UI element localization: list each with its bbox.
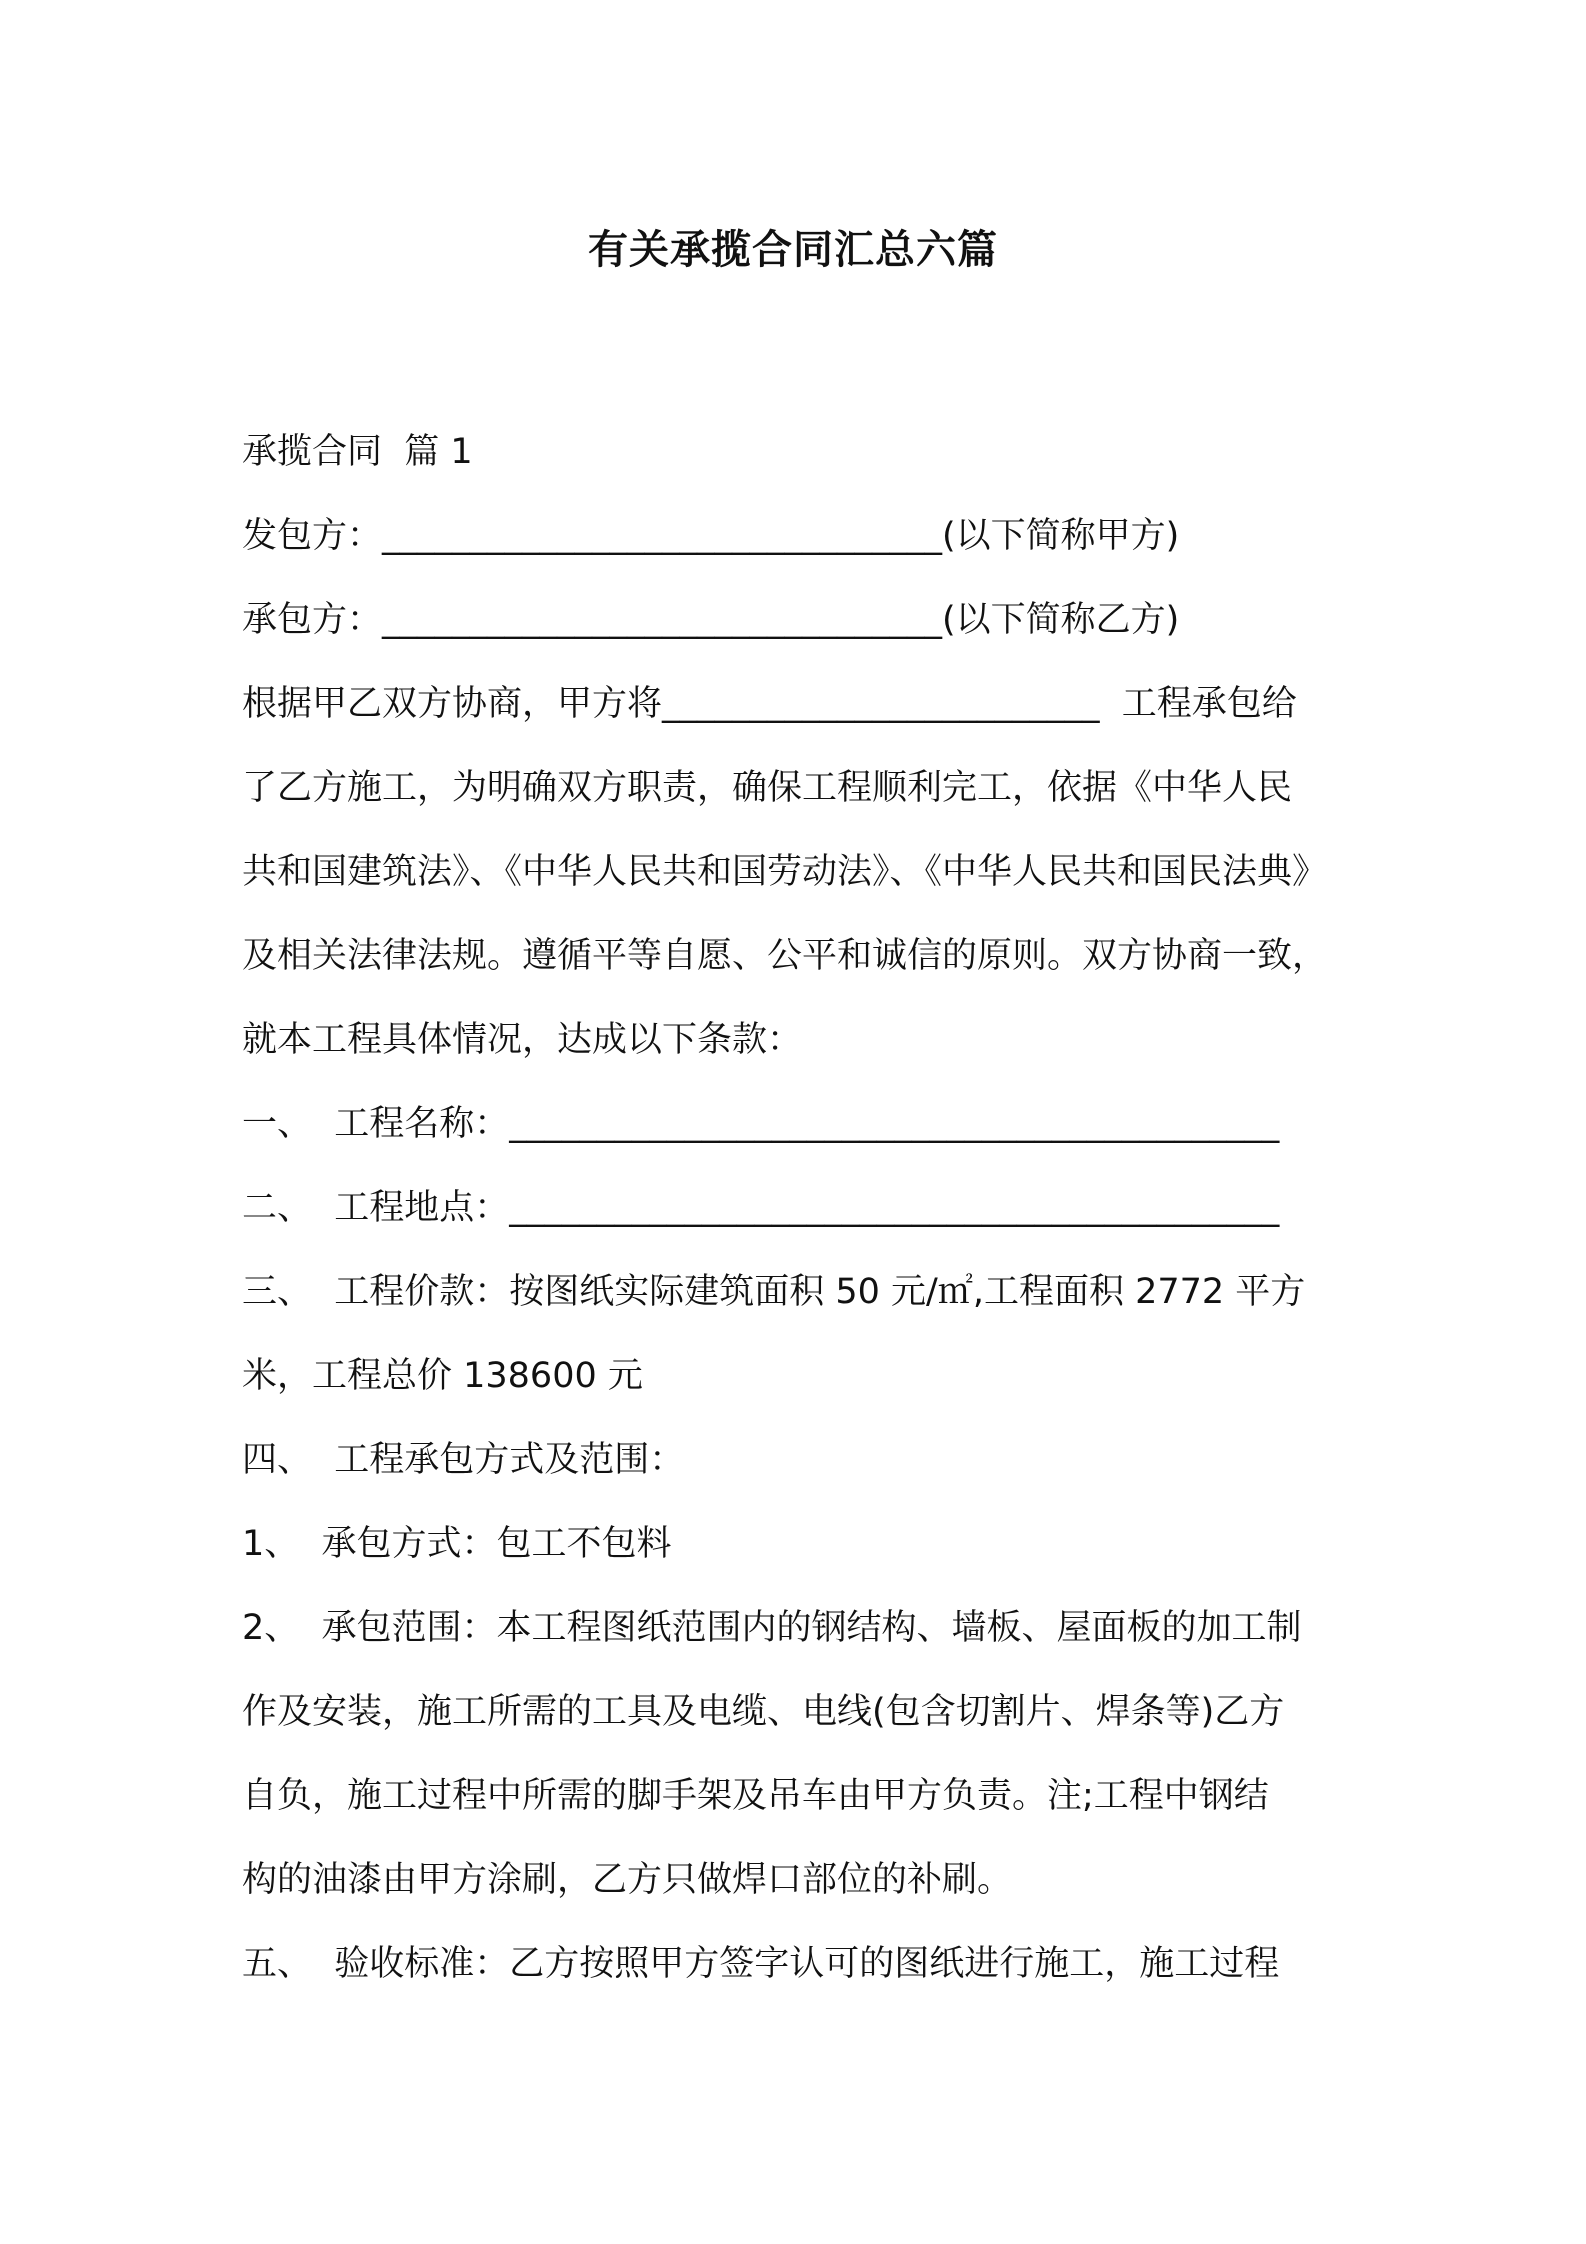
paragraph-line: 就本工程具体情况，达成以下条款： <box>242 1020 803 1060</box>
clause-contract-scope: 四、 工程承包方式及范围： <box>242 1440 685 1480</box>
clause-project-price: 三、 工程价款：按图纸实际建筑面积 50 元/㎡,工程面积 2772 平方 <box>242 1272 1306 1312</box>
clause-project-location: 二、 工程地点：____________________________________________ <box>242 1188 1280 1228</box>
clause-acceptance-standard: 五、 验收标准：乙方按照甲方签字认可的图纸进行施工，施工过程 <box>242 1944 1280 1984</box>
document-title: 有关承揽合同汇总六篇 <box>588 227 998 273</box>
paragraph-line: 作及安装，施工所需的工具及电缆、电线(包含切割片、焊条等)乙方 <box>242 1692 1285 1732</box>
paragraph-line: 构的油漆由甲方涂刷，乙方只做焊口部位的补刷。 <box>242 1860 1013 1900</box>
section-heading: 承揽合同 篇 1 <box>242 432 473 472</box>
subclause-contract-range: 2、 承包范围：本工程图纸范围内的钢结构、墙板、屋面板的加工制 <box>242 1608 1302 1648</box>
paragraph-line: 共和国建筑法》、《中华人民共和国劳动法》、《中华人民共和国民法典》 <box>242 852 1328 892</box>
paragraph-line: 了乙方施工，为明确双方职责，确保工程顺利完工，依据《中华人民 <box>242 768 1293 808</box>
party-b-line: 承包方：________________________________(以下简称乙方) <box>242 600 1180 640</box>
paragraph-line: 自负，施工过程中所需的脚手架及吊车由甲方负责。注;工程中钢结 <box>242 1776 1269 1816</box>
document-body <box>242 410 1352 2006</box>
paragraph-line: 及相关法律法规。遵循平等自愿、公平和诚信的原则。双方协商一致， <box>242 936 1328 976</box>
subclause-contract-method: 1、 承包方式：包工不包料 <box>242 1524 672 1564</box>
paragraph-line: 根据甲乙双方协商，甲方将_________________________ 工程承包给 <box>242 684 1297 724</box>
clause-project-name: 一、 工程名称：____________________________________________ <box>242 1104 1280 1144</box>
party-a-line: 发包方：________________________________(以下简称甲方) <box>242 516 1180 556</box>
clause-project-price-cont: 米，工程总价 138600 元 <box>242 1356 643 1396</box>
